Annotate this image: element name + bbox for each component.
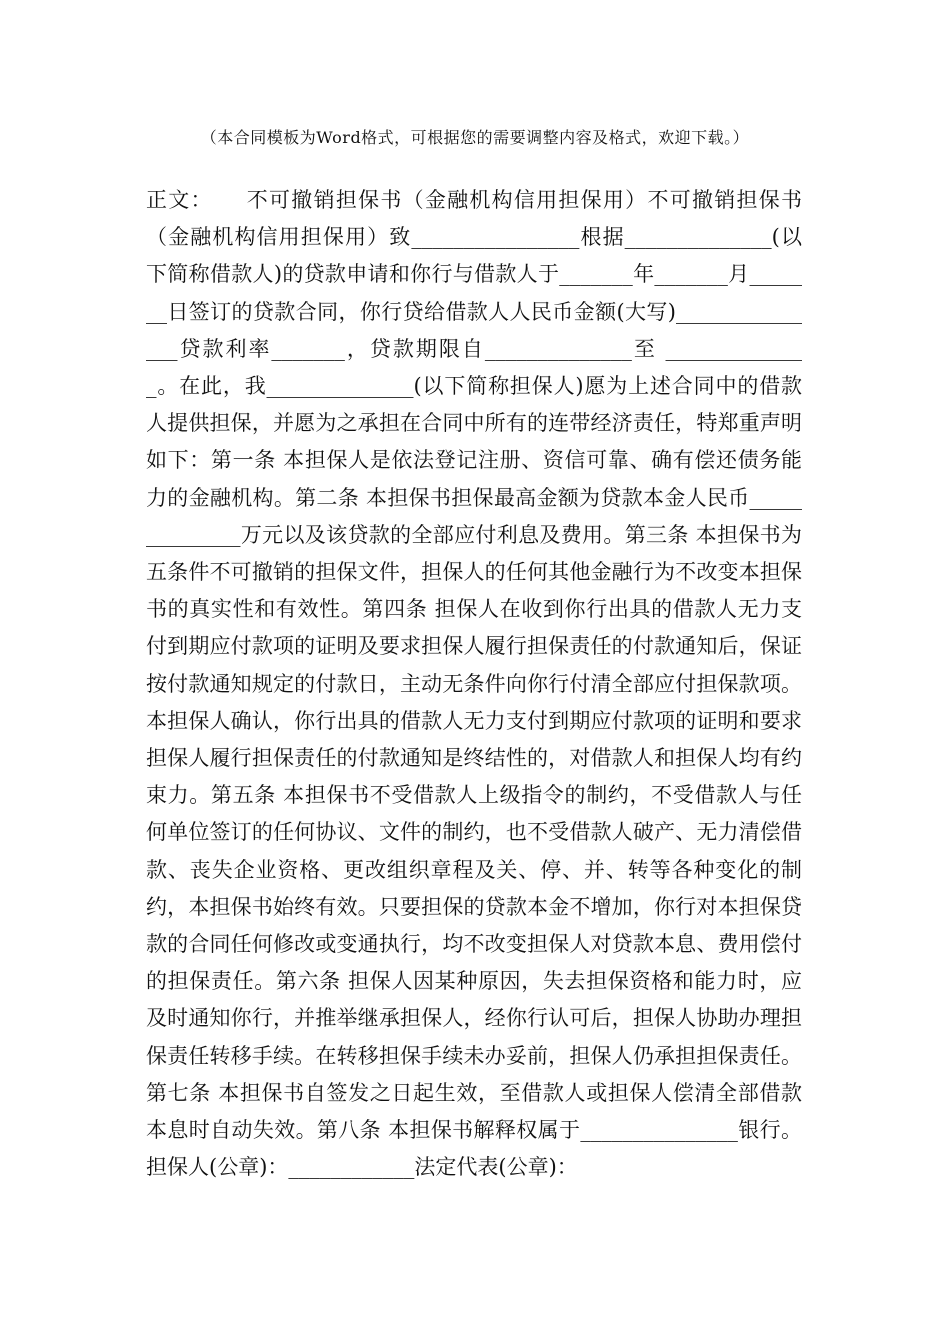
template-note: （本合同模板为Word格式，可根据您的需要调整内容及格式，欢迎下载。） — [200, 128, 750, 147]
contract-body-text: 正文： 不可撤销担保书（金融机构信用担保用）不可撤销担保书（金融机构信用担保用）致________________根据______________(以下简称借款人)的贷款申请和你行与借款人于_______年_______月_______日签订的贷款合同，你行贷给借款人人民币金额(大写)_______________贷款利率_______，贷款期限自______________至 ______________。在此，我______________(以下简称担保人)愿为上述合同中的借款人提供担保，并愿为之承担在合同中所有的连带经济责任，特郑重声明如下：第一条 本担保人是依法登记注册、资信可靠、确有偿还债务能力的金融机构。第二条 本担保书担保最高金额为贷款本金人民币______________万元以及该贷款的全部应付利息及费用。第三条 本担保书为五条件不可撤销的担保文件，担保人的任何其他金融行为不改变本担保书的真实性和有效性。第四条 担保人在收到你行出具的借款人无力支付到期应付款项的证明及要求担保人履行担保责任的付款通知后，保证按付款通知规定的付款日，主动无条件向你行付清全部应付担保款项。本担保人确认，你行出具的借款人无力支付到期应付款项的证明和要求担保人履行担保责任的付款通知是终结性的，对借款人和担保人均有约束力。第五条 本担保书不受借款人上级指令的制约，不受借款人与任何单位签订的任何协议、文件的制约，也不受借款人破产、无力清偿借款、丧失企业资格、更改组织章程及关、停、并、转等各种变化的制约，本担保书始终有效。只要担保的贷款本金不增加，你行对本担保贷款的合同任何修改或变通执行，均不改变担保人对贷款本息、费用偿付的担保责任。第六条 担保人因某种原因，失去担保资格和能力时，应及时通知你行，并推举继承担保人，经你行认可后，担保人协助办理担保责任转移手续。在转移担保手续未办妥前，担保人仍承担担保责任。第七条 本担保书自签发之日起生效，至借款人或担保人偿清全部借款本息时自动失效。第八条 本担保书解释权属于_______________银行。担保人(公章)：____________法定代表(公章)： — [146, 188, 802, 1180]
